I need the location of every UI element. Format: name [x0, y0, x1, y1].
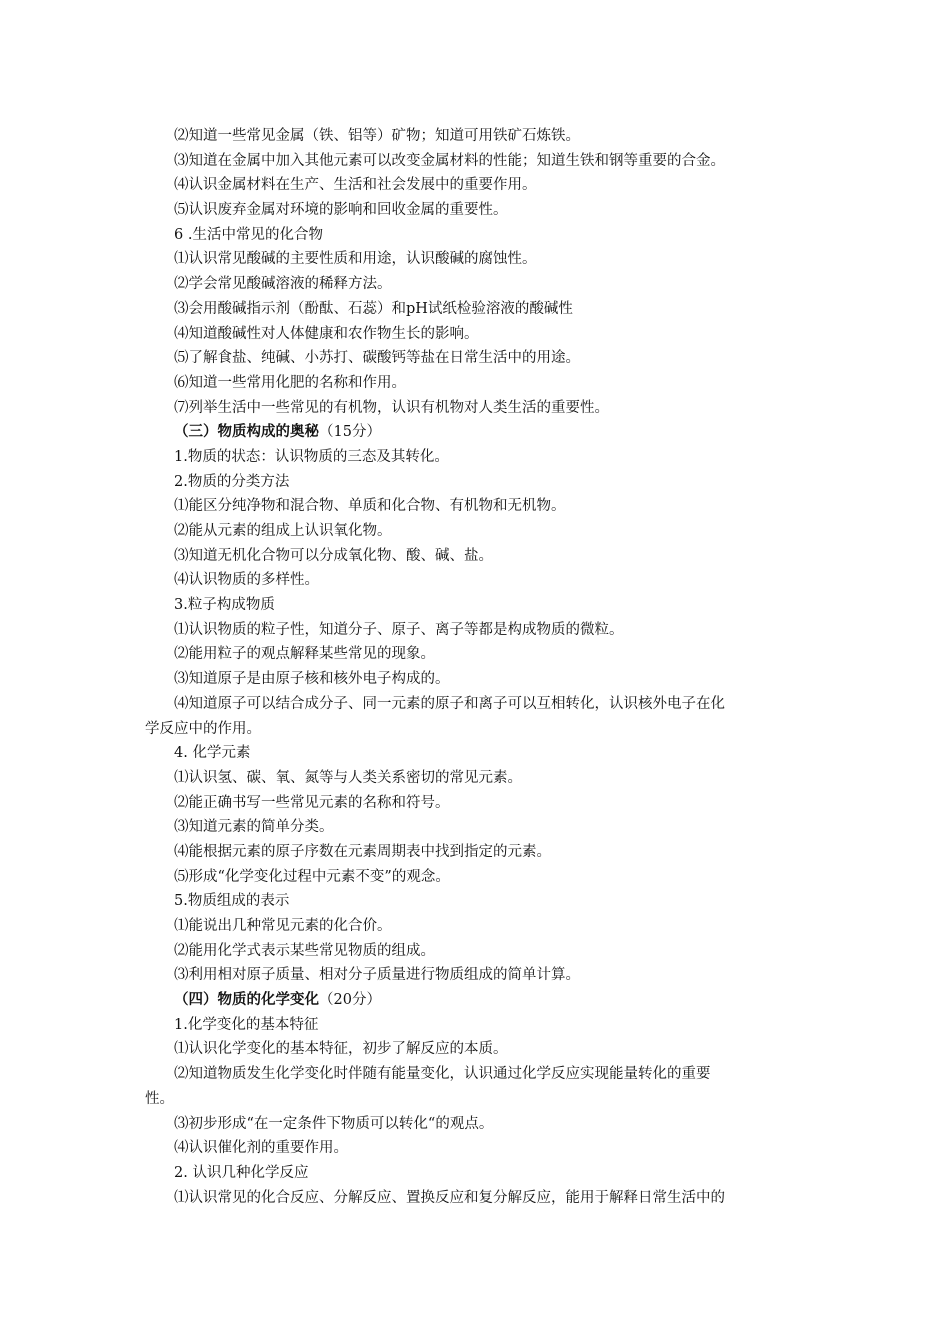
- text-line: ⑵能用粒子的观点解释某些常见的现象。: [174, 646, 435, 663]
- text-line: ⑵能正确书写一些常见元素的名称和符号。: [174, 794, 450, 811]
- text-line: ⑹知道一些常用化肥的名称和作用。: [174, 374, 406, 391]
- section-heading-title: （四）物质的化学变化: [174, 991, 319, 1009]
- text-line: ⑷知道酸碱性对人体健康和农作物生长的影响。: [174, 325, 479, 342]
- subsection-title: 5.物质组成的表示: [174, 893, 290, 910]
- section-heading-title: （三）物质构成的奥秘: [174, 423, 319, 441]
- text-line: ⑶利用相对原子质量、相对分子质量进行物质组成的简单计算。: [174, 967, 580, 984]
- text-line: ⑴能说出几种常见元素的化合价。: [174, 918, 392, 934]
- subsection-title: 4. 化学元素: [174, 745, 251, 762]
- text-line-continued: 性。: [145, 1090, 174, 1107]
- text-line: ⑷知道原子可以结合成分子、同一元素的原子和离子可以互相转化，认识核外电子在化: [174, 695, 725, 712]
- text-line-continued: 学反应中的作用。: [145, 720, 261, 737]
- text-line: ⑶知道在金属中加入其他元素可以改变金属材料的性能；知道生铁和钢等重要的合金。: [174, 152, 725, 169]
- section-heading: [145, 988, 813, 1013]
- section-heading-score: （15分）: [319, 424, 381, 441]
- subsection-title: 2.物质的分类方法: [174, 473, 290, 490]
- section-heading: [145, 420, 813, 445]
- subsection-title: 3.粒子构成物质: [174, 597, 275, 614]
- text-line: ⑵知道一些常见金属（铁、铝等）矿物；知道可用铁矿石炼铁。: [174, 128, 580, 144]
- text-line: ⑴认识氢、碳、氧、氮等与人类关系密切的常见元素。: [174, 769, 522, 786]
- text-line: ⑸形成“化学变化过程中元素不变”的观念。: [174, 868, 450, 885]
- document-page: [145, 124, 813, 1210]
- text-line: ⑴认识常见酸碱的主要性质和用途，认识酸碱的腐蚀性。: [174, 251, 537, 268]
- subsection-title: 6 .生活中常见的化合物: [174, 226, 323, 243]
- text-line: ⑴能区分纯净物和混合物、单质和化合物、有机物和无机物。: [174, 498, 566, 515]
- subsection-title: 2. 认识几种化学反应: [174, 1164, 309, 1181]
- text-line: ⑵能用化学式表示某些常见物质的组成。: [174, 942, 435, 959]
- text-line: ⑷能根据元素的原子序数在元素周期表中找到指定的元素。: [174, 843, 551, 860]
- text-line: ⑵能从元素的组成上认识氧化物。: [174, 523, 392, 539]
- text-line: ⑶知道原子是由原子核和核外电子构成的。: [174, 671, 450, 688]
- text-line: ⑺列举生活中一些常见的有机物，认识有机物对人类生活的重要性。: [174, 399, 609, 416]
- text-line: ⑶知道无机化合物可以分成氧化物、酸、碱、盐。: [174, 547, 493, 564]
- text-line: ⑶初步形成“在一定条件下物质可以转化“的观点。: [174, 1115, 494, 1132]
- text-line: ⑷认识物质的多样性。: [174, 572, 319, 589]
- text-line: ⑸了解食盐、纯碱、小苏打、碳酸钙等盐在日常生活中的用途。: [174, 350, 580, 367]
- text-line: ⑷认识金属材料在生产、生活和社会发展中的重要作用。: [174, 177, 537, 194]
- text-line: ⑸认识废弃金属对环境的影响和回收金属的重要性。: [174, 202, 508, 219]
- text-line: ⑵学会常见酸碱溶液的稀释方法。: [174, 276, 392, 293]
- section-heading-score: （20分）: [319, 992, 381, 1009]
- subsection-title: 1.物质的状态：认识物质的三态及其转化。: [174, 448, 449, 465]
- text-line: ⑵知道物质发生化学变化时伴随有能量变化，认识通过化学反应实现能量转化的重要: [174, 1066, 711, 1083]
- text-line: ⑷认识催化剂的重要作用。: [174, 1140, 348, 1157]
- text-line: ⑴认识物质的粒子性，知道分子、原子、离子等都是构成物质的微粒。: [174, 621, 624, 638]
- text-line: ⑶会用酸碱指示剂（酚酞、石蕊）和pH试纸检验溶液的酸碱性: [174, 300, 573, 317]
- text-line: ⑶知道元素的简单分类。: [174, 819, 334, 836]
- text-line: ⑴认识常见的化合反应、分解反应、置换反应和复分解反应，能用于解释日常生活中的: [174, 1189, 725, 1206]
- text-line: ⑴认识化学变化的基本特征，初步了解反应的本质。: [174, 1041, 508, 1058]
- subsection-title: 1.化学变化的基本特征: [174, 1016, 319, 1033]
